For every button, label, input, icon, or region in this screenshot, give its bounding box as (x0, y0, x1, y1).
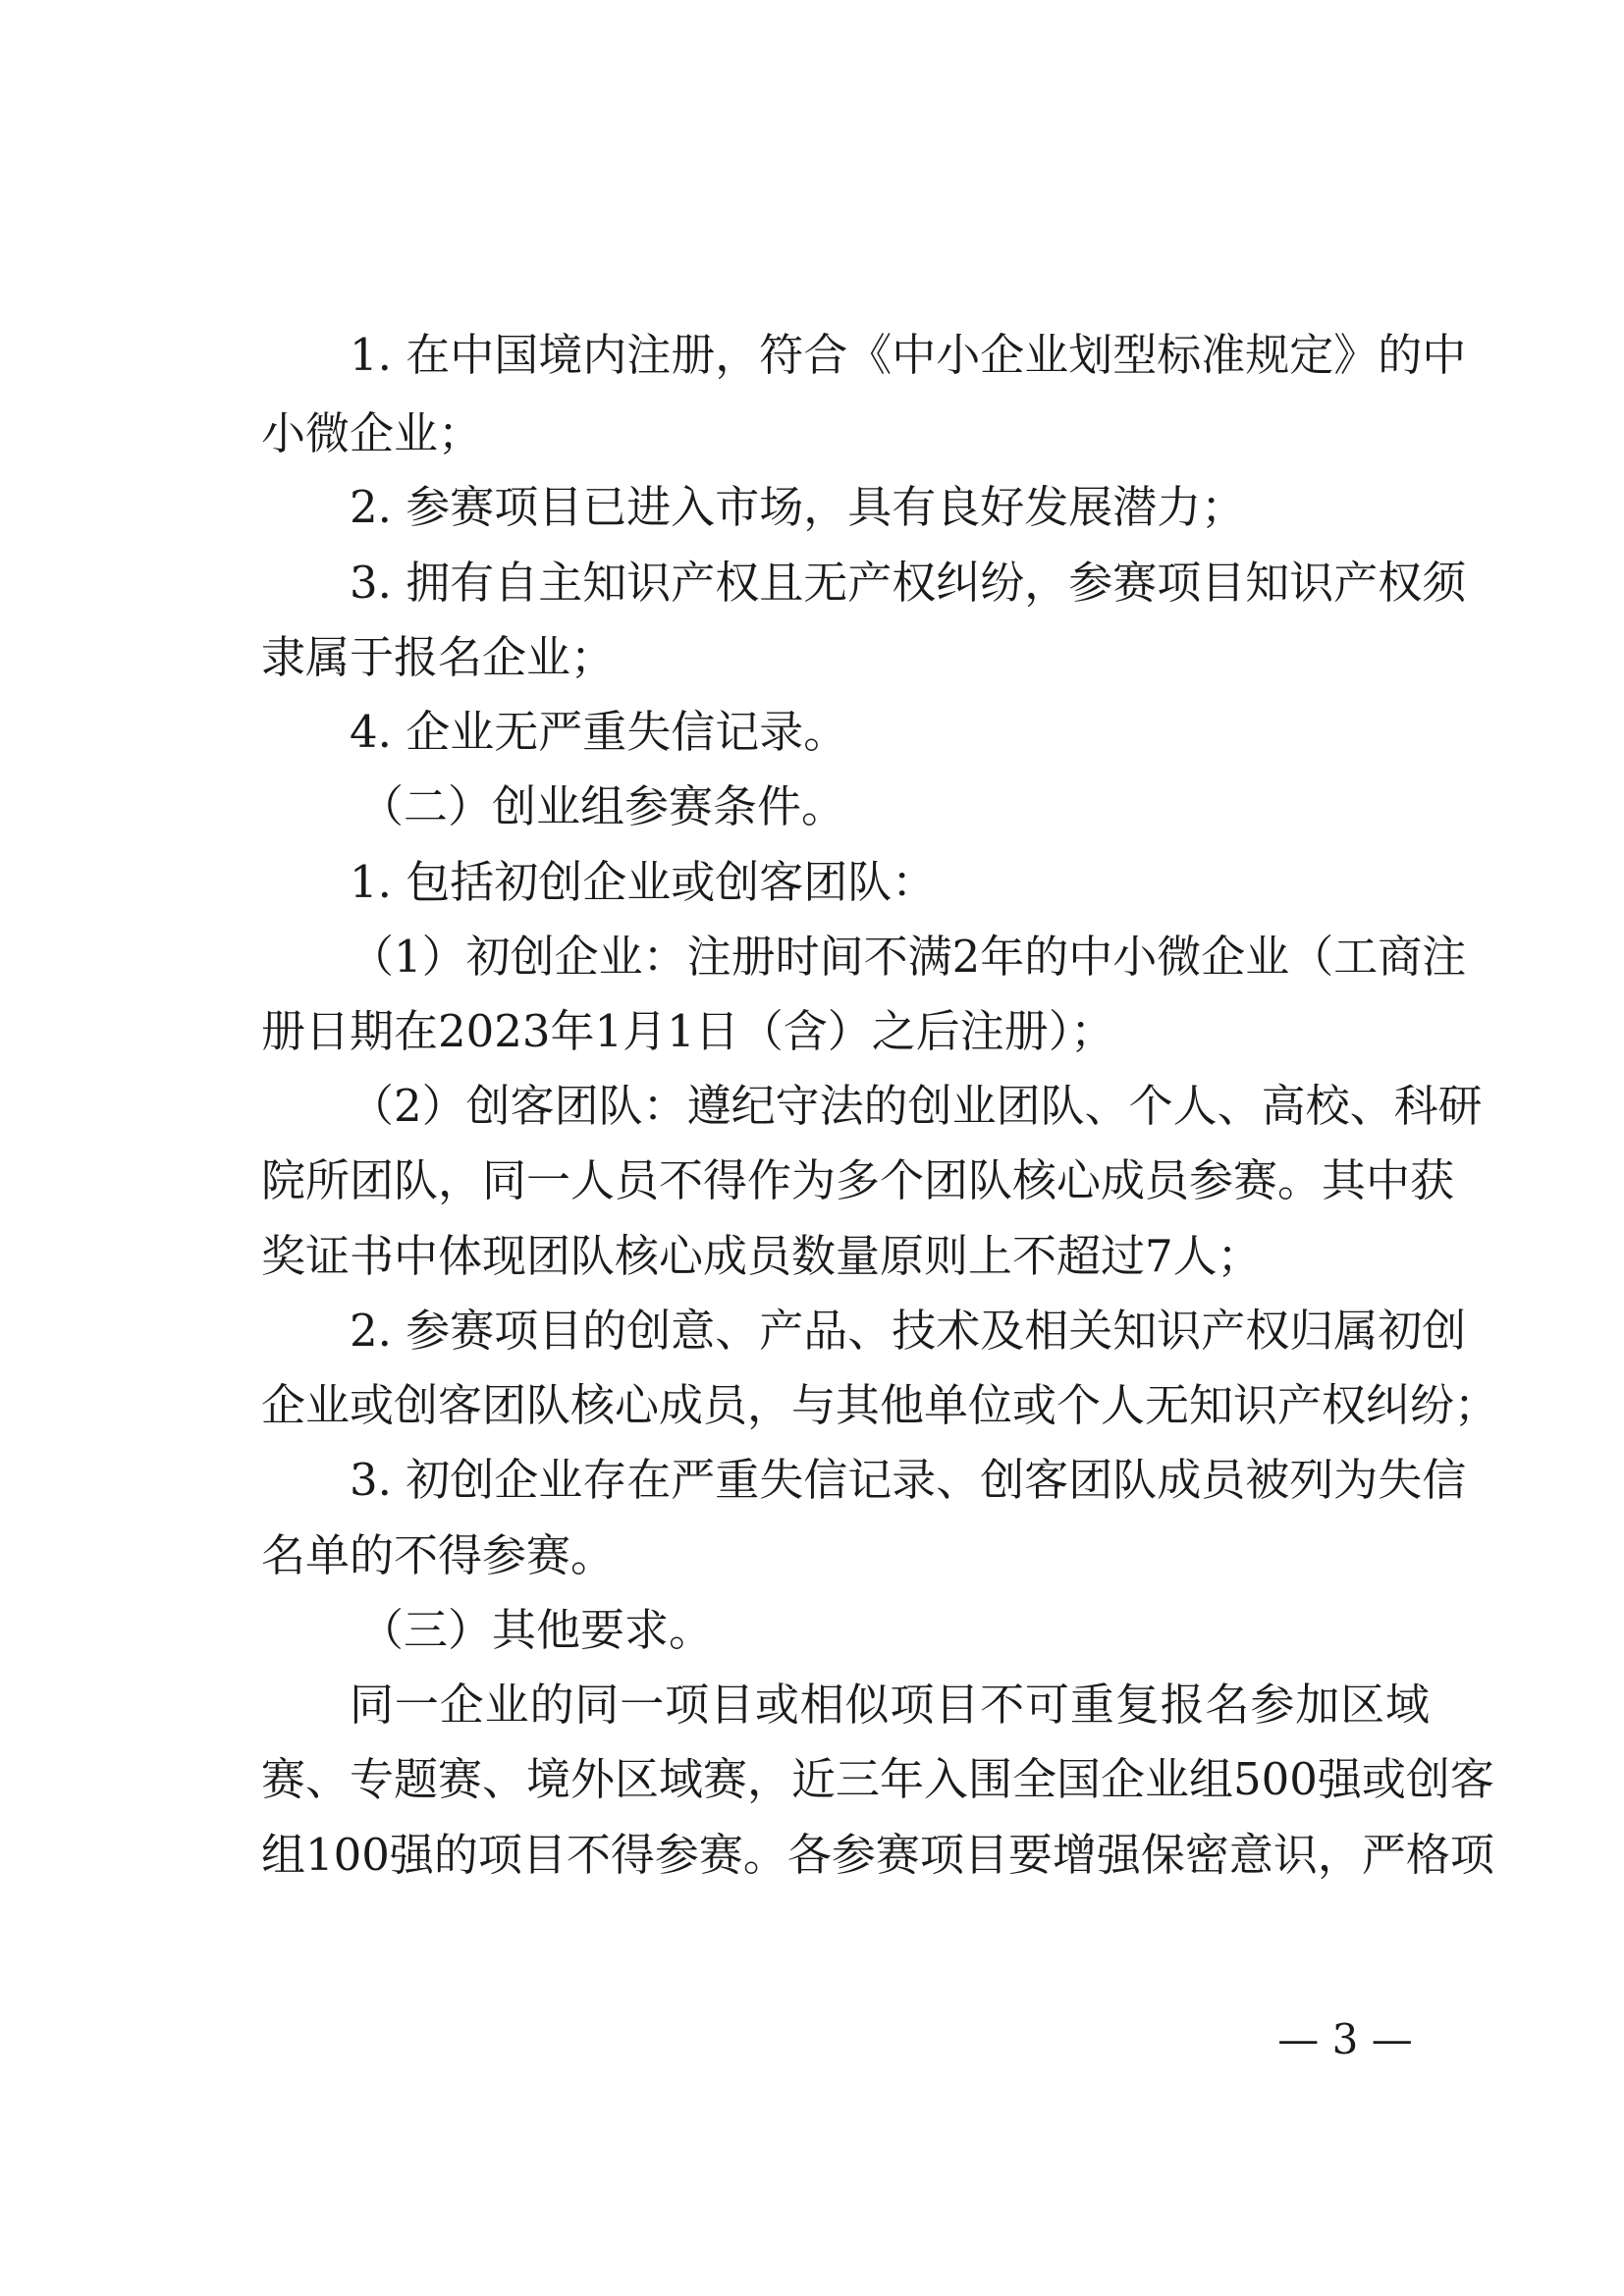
paragraph-line: （1）初创企业：注册时间不满2年的中小微企业（工商注 (350, 931, 1467, 983)
paragraph-line: 3. 初创企业存在严重失信记录、创客团队成员被列为失信 (350, 1454, 1467, 1506)
paragraph-line: 4. 企业无严重失信记录。 (350, 706, 848, 758)
paragraph-line: 赛、专题赛、境外区域赛，近三年入围全国企业组500强或创客 (261, 1753, 1494, 1805)
paragraph-line: （2）创客团队：遵纪守法的创业团队、个人、高校、科研 (350, 1080, 1483, 1132)
paragraph-line: 2. 参赛项目的创意、产品、技术及相关知识产权归属初创 (350, 1305, 1467, 1357)
section-heading: （二）创业组参赛条件。 (359, 780, 846, 832)
paragraph-line: 企业或创客团队核心成员，与其他单位或个人无知识产权纠纷； (261, 1379, 1499, 1431)
page-number: — 3 — (1277, 2015, 1413, 2063)
paragraph-line: 组100强的项目不得参赛。各参赛项目要增强保密意识，严格项 (261, 1829, 1494, 1881)
paragraph-line: 奖证书中体现团队核心成员数量原则上不超过7人； (261, 1230, 1262, 1282)
paragraph-line: 小微企业； (261, 407, 483, 459)
paragraph-line: 册日期在2023年1月1日（含）之后注册）； (261, 1005, 1115, 1057)
paragraph-line: 同一企业的同一项目或相似项目不可重复报名参加区域 (350, 1679, 1430, 1731)
paragraph-line: 名单的不得参赛。 (261, 1529, 616, 1581)
paragraph-line: 院所团队，同一人员不得作为多个团队核心成员参赛。其中获 (261, 1154, 1455, 1206)
paragraph-line: 1. 包括初创企业或创客团队： (350, 856, 937, 908)
section-heading: （三）其他要求。 (359, 1604, 714, 1656)
paragraph-line: 1. 在中国境内注册，符合《中小企业划型标准规定》的中 (350, 329, 1467, 381)
paragraph-line: 2. 参赛项目已进入市场，具有良好发展潜力； (350, 481, 1246, 533)
paragraph-line: 3. 拥有自主知识产权且无产权纠纷，参赛项目知识产权须 (350, 557, 1467, 609)
paragraph-line: 隶属于报名企业； (261, 631, 616, 683)
